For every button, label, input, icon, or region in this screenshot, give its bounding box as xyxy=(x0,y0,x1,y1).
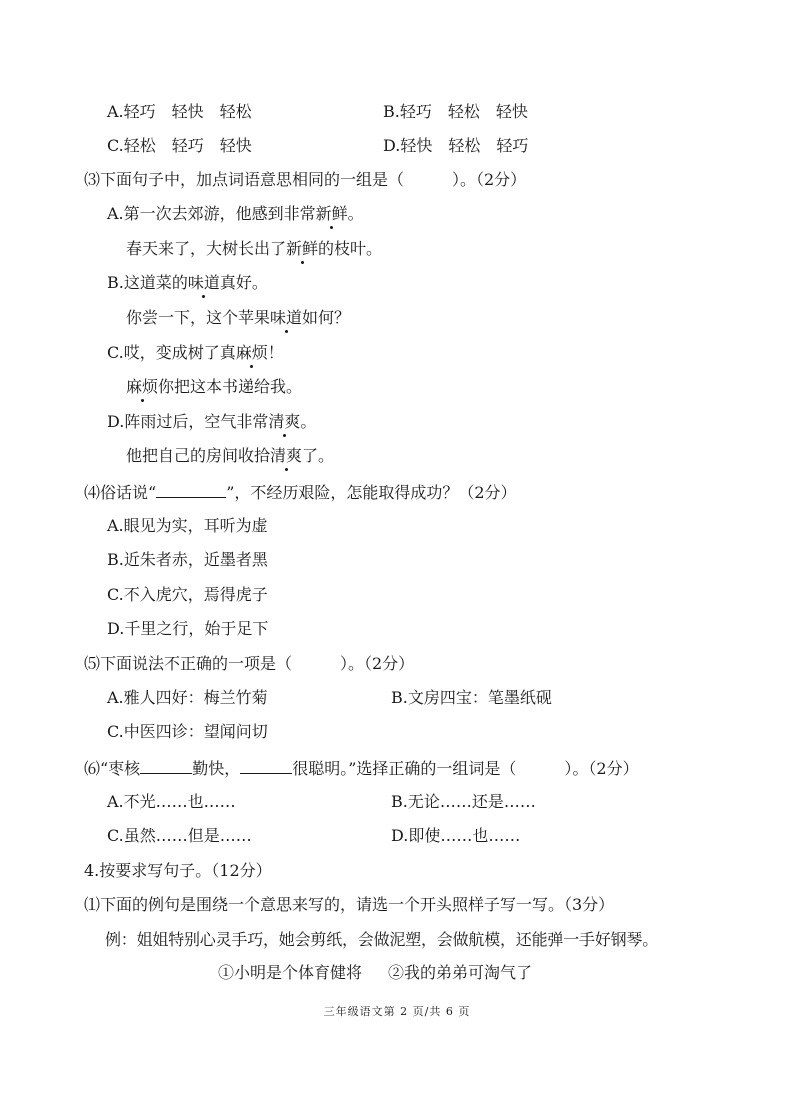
q6-option-a: A.不光……也…… xyxy=(107,792,236,811)
q3-a-sentence2: 春天来了，大树长出了新鲜的枝叶。 xyxy=(126,239,383,258)
section-4-option-2: ②我的弟弟可淘气了 xyxy=(388,963,533,982)
answer-blank[interactable] xyxy=(140,757,192,774)
q4-stem: ⑷俗话说“ ”，不经历艰险，怎能取得成功？（2分） xyxy=(84,483,517,502)
dotted-word: 清爽 xyxy=(270,446,303,465)
dotted-word: 味道 xyxy=(270,308,303,327)
q4-option-b: B.近朱者赤，近墨者黑 xyxy=(107,550,268,569)
q4-option-d: D.千里之行，始于足下 xyxy=(107,619,269,638)
q5-stem: ⑸下面说法不正确的一项是（ ）。（2分） xyxy=(84,654,415,673)
dotted-word: 味道 xyxy=(187,273,220,292)
q3-a-sentence1: A.第一次去郊游，他感到非常新鲜。 xyxy=(107,204,364,223)
q3-stem: ⑶下面句子中，加点词语意思相同的一组是（ ）。（2分） xyxy=(84,170,527,189)
q2-option-b: B.轻巧 轻松 轻快 xyxy=(383,102,528,121)
q4-option-a: A.眼见为实，耳听为虚 xyxy=(107,516,268,535)
dotted-word: 麻烦 xyxy=(235,343,268,362)
section-4-example: 例：姐姐特别心灵手巧，她会剪纸，会做泥塑，会做航模，还能弹一手好钢琴。 xyxy=(105,930,659,949)
q5-option-b: B.文房四宝：笔墨纸砚 xyxy=(391,688,552,707)
q3-b-sentence2: 你尝一下，这个苹果味道如何？ xyxy=(126,308,351,327)
q3-b-sentence1: B.这道菜的味道真好。 xyxy=(107,273,268,292)
q3-d-sentence2: 他把自己的房间收拾清爽了。 xyxy=(126,446,335,465)
q4-option-c: C.不入虎穴，焉得虎子 xyxy=(107,585,268,604)
q6-option-d: D.即使……也…… xyxy=(391,826,521,845)
section-4-heading: 4.按要求写句子。（12分） xyxy=(84,861,272,880)
dotted-word: 新鲜 xyxy=(315,204,348,223)
q3-c-sentence2: 麻烦你把这本书递给我。 xyxy=(126,377,303,396)
answer-blank[interactable] xyxy=(240,757,292,774)
q3-d-sentence1: D.阵雨过后，空气非常清爽。 xyxy=(107,412,317,431)
dotted-word: 麻烦 xyxy=(126,377,159,396)
q2-option-a: A.轻巧 轻快 轻松 xyxy=(107,102,252,121)
q5-option-a: A.雅人四好：梅兰竹菊 xyxy=(107,688,268,707)
q6-stem: ⑹“枣核 勤快， 很聪明。”选择正确的一组词是（ ）。（2分） xyxy=(84,759,639,778)
section-4-q1-stem: ⑴下面的例句是围绕一个意思来写的，请选一个开头照样子写一写。（3分） xyxy=(84,895,615,914)
q2-option-d: D.轻快 轻松 轻巧 xyxy=(383,136,529,155)
q5-option-c: C.中医四诊：望闻问切 xyxy=(107,722,268,741)
q3-c-sentence1: C.哎，变成树了真麻烦！ xyxy=(107,343,284,362)
q6-option-c: C.虽然……但是…… xyxy=(107,826,252,845)
section-4-option-1: ①小明是个体育健将 xyxy=(218,963,363,982)
answer-blank[interactable] xyxy=(156,481,226,498)
page-footer: 三年级语文第 2 页/共 6 页 xyxy=(323,1005,471,1018)
dotted-word: 清爽 xyxy=(268,412,301,431)
q2-option-c: C.轻松 轻巧 轻快 xyxy=(107,136,252,155)
dotted-word: 新鲜 xyxy=(286,239,319,258)
q6-option-b: B.无论……还是…… xyxy=(391,792,536,811)
